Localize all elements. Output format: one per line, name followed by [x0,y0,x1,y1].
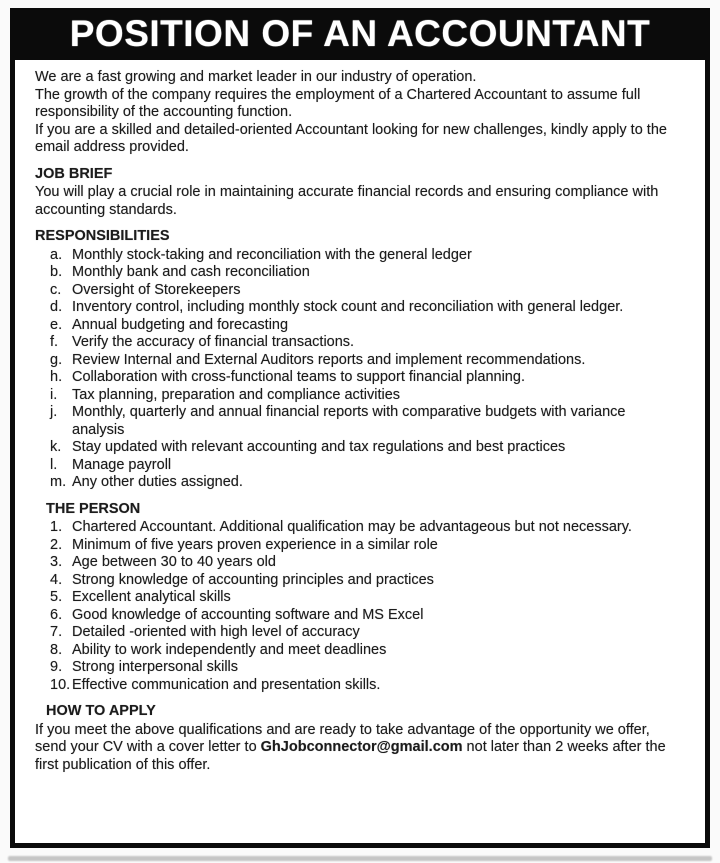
list-item [50,624,681,642]
list-marker: i. [50,386,58,403]
intro-paragraph-3: If you are a skilled and detailed-oriented Accountant looking for new challenges, kindly apply to the email address provided. [35,121,667,155]
list-item [50,334,681,352]
list-item [50,264,681,282]
list-item [50,282,681,300]
list-marker: 2. [50,536,63,553]
list-marker: e. [50,316,63,333]
list-item [50,457,681,475]
list-marker: 6. [50,606,63,623]
list-item-text: Monthly stock-taking and reconciliation with the general ledger [72,246,472,263]
list-marker: 8. [50,641,63,658]
intro-paragraph-2: The growth of the company requires the employment of a Chartered Accountant to assume full responsibility of the accounting function. [35,86,641,120]
list-marker: b. [50,264,63,280]
list-item-text: Stay updated with relevant accounting and tax regulations and best practices [72,439,566,455]
list-item-text: Ability to work independently and meet deadlines [72,641,387,658]
list-marker: g. [50,351,63,368]
list-item-text: Minimum of five years proven experience in a similar role [72,536,438,553]
apply-email: GhJobconnector@gmail.com [260,739,463,755]
list-item-text: Detailed -oriented with high level of accuracy [72,624,360,640]
list-marker: m. [50,474,67,490]
list-item-text: Manage payroll [72,456,172,473]
list-item-text: Chartered Accountant. Additional qualification may be advantageous but not necessary. [72,519,632,535]
ad-title: POSITION OF AN ACCOUNTANT [69,13,651,54]
apply-text-after: not later than 2 weeks after the first publication of this offer. [35,739,666,773]
job-brief-heading: JOB BRIEF [35,165,113,182]
ad-body-panel [15,60,705,843]
list-item-text: Excellent analytical skills [72,589,231,605]
list-item [50,299,681,317]
list-item [50,387,681,405]
apply-text-before: If you meet the above qualifications and are ready to take advantage of the opportunity we offer, send your CV with a cover letter to [35,721,650,755]
how-to-apply-body [35,722,681,775]
list-item [50,589,681,607]
list-marker: f. [50,334,59,350]
list-item [50,317,681,335]
list-item-text: Inventory control, including monthly stock count and reconciliation with general ledger. [72,299,624,315]
list-marker: j. [50,404,58,420]
job-ad-container [10,8,710,848]
list-item-text: Effective communication and presentation skills. [72,676,381,693]
list-item [50,474,681,492]
list-marker: c. [50,281,62,298]
list-item [50,247,681,265]
list-item [50,352,681,370]
person-list [35,519,681,694]
list-marker: 4. [50,571,63,588]
list-item-text: Monthly, quarterly and annual financial reports with comparative budgets with variance analysis [72,404,626,438]
list-item-text: Review Internal and External Auditors reports and implement recommendations. [72,351,586,368]
list-item [50,439,681,457]
list-marker: 3. [50,554,63,570]
list-item-text: Strong interpersonal skills [72,659,239,675]
list-item-text: Monthly bank and cash reconciliation [72,264,310,280]
list-item [50,537,681,555]
list-item [50,519,681,537]
list-marker: 5. [50,589,63,605]
list-item-text: Age between 30 to 40 years old [72,554,276,570]
list-item [50,607,681,625]
list-item-text: Strong knowledge of accounting principles and practices [72,571,434,588]
list-item [50,642,681,660]
list-item [50,404,681,439]
list-item-text: Collaboration with cross-functional teams to support financial planning. [72,369,525,385]
list-marker: 1. [50,519,63,535]
list-item-text: Tax planning, preparation and compliance activities [72,386,401,403]
job-brief-body: You will play a crucial role in maintaining accurate financial records and ensuring compliance with accounting standards. [35,184,659,218]
how-to-apply-heading: HOW TO APPLY [46,703,156,719]
list-item-text: Annual budgeting and forecasting [72,316,289,333]
list-marker: a. [50,246,63,263]
list-item [50,677,681,695]
the-person-heading: THE PERSON [46,500,141,517]
list-item-text: Good knowledge of accounting software and MS Excel [72,606,424,623]
list-marker: k. [50,439,62,455]
page-bottom-separator [8,856,712,861]
list-marker: h. [50,369,63,385]
ad-title-bar [15,8,705,60]
list-item [50,554,681,572]
list-item-text: Verify the accuracy of financial transactions. [72,334,355,350]
list-marker: d. [50,299,63,315]
list-marker: l. [50,456,58,473]
list-item [50,659,681,677]
list-item-text: Any other duties assigned. [72,474,243,490]
list-item [50,369,681,387]
list-marker: 9. [50,659,63,675]
list-marker: 7. [50,624,63,640]
list-item [50,572,681,590]
responsibilities-heading: RESPONSIBILITIES [35,228,170,244]
intro-paragraph-1: We are a fast growing and market leader in our industry of operation. [35,69,477,85]
list-marker: 10. [50,676,71,693]
responsibilities-list [35,247,681,492]
list-item-text: Oversight of Storekeepers [72,281,241,298]
